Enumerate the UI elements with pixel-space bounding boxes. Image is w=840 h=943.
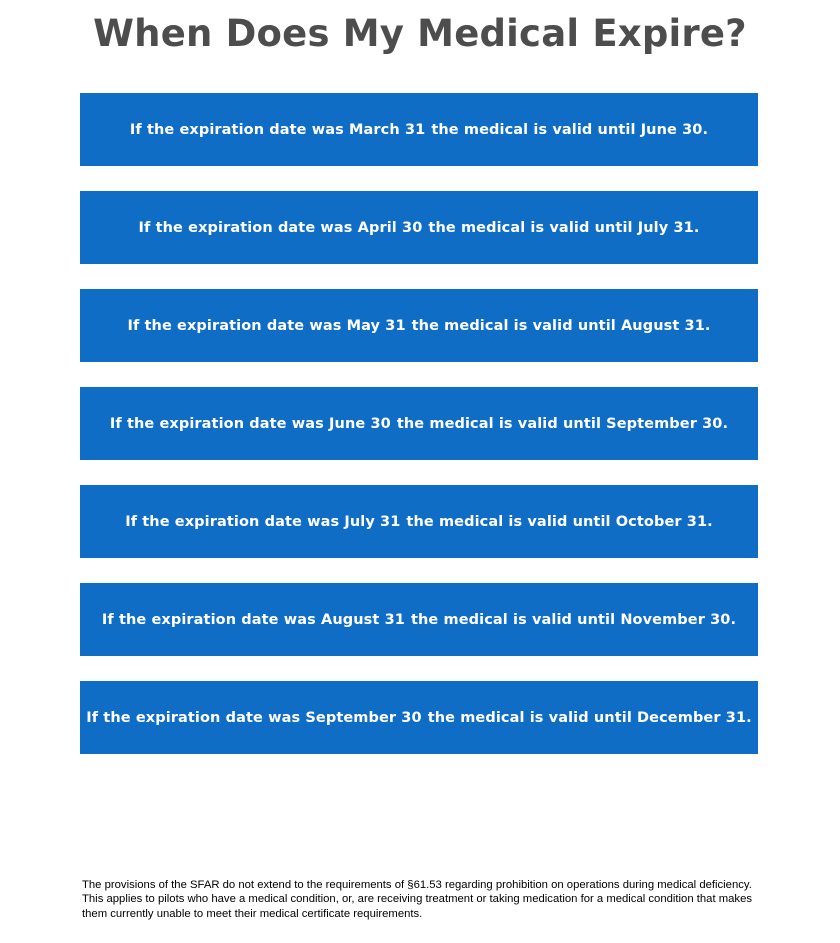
rule-box-september <box>80 681 758 754</box>
footnote-text: The provisions of the SFAR do not extend to the requirements of §61.53 regarding prohibition on operations during medical deficiency. This applies to pilots who have a medical condition, or, are receiving treatment or taking medication for a medical condition that makes them currently unable to meet their medical certificate requirements. <box>82 879 753 920</box>
rule-box-march <box>80 93 758 166</box>
rule-condition: If the expiration date was April 30 <box>138 219 423 236</box>
rule-box-june <box>80 387 758 460</box>
page-title: When Does My Medical Expire? <box>93 12 747 55</box>
rule-result: the medical is valid until December 31. <box>427 709 752 726</box>
rule-condition: If the expiration date was July 31 <box>125 513 401 530</box>
rule-box-april <box>80 191 758 264</box>
expiration-rules-list <box>80 93 758 779</box>
rule-condition: If the expiration date was September 30 <box>86 709 422 726</box>
rule-condition: If the expiration date was March 31 <box>129 121 426 138</box>
rule-box-may <box>80 289 758 362</box>
rule-box-july <box>80 485 758 558</box>
rule-condition: If the expiration date was August 31 <box>101 611 405 628</box>
rule-result: the medical is valid until October 31. <box>406 513 713 530</box>
rule-result: the medical is valid until June 30. <box>431 121 709 138</box>
rule-result: the medical is valid until November 30. <box>410 611 737 628</box>
rule-result: the medical is valid until September 30. <box>396 415 729 432</box>
rule-condition: If the expiration date was May 31 <box>127 317 406 334</box>
rule-result: the medical is valid until July 31. <box>428 219 700 236</box>
rule-box-august <box>80 583 758 656</box>
rule-condition: If the expiration date was June 30 <box>109 415 391 432</box>
rule-result: the medical is valid until August 31. <box>411 317 711 334</box>
